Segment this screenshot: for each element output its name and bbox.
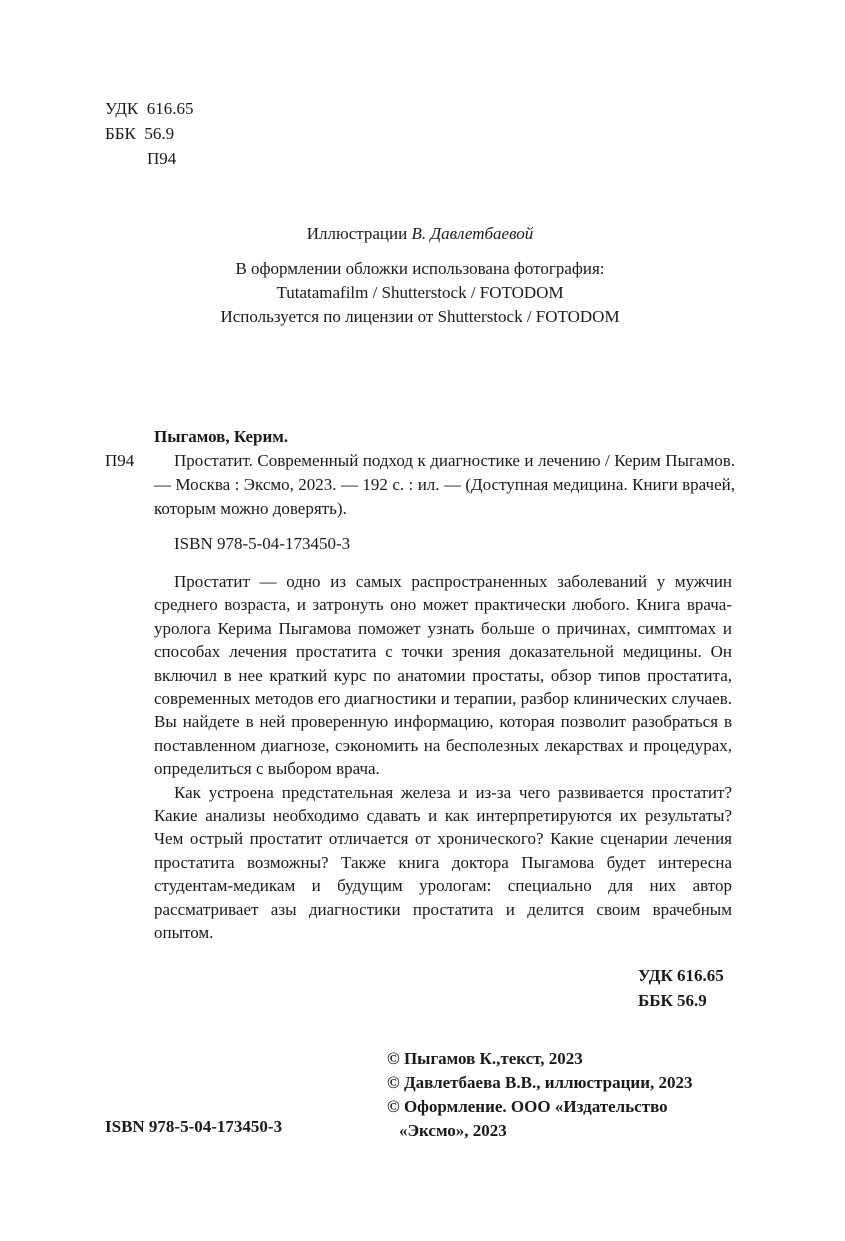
entry-code: П94 xyxy=(105,451,135,470)
cover-credit-line-2: Tutatamafilm / Shutterstock / FOTODOM xyxy=(276,283,564,302)
udk-code: УДК 616.65 xyxy=(105,99,194,118)
illustrations-prefix: Иллюстрации xyxy=(306,224,412,243)
illustrations-credit xyxy=(100,222,740,246)
copyright-block xyxy=(387,1047,693,1143)
illustrator-name: В. Давлетбаевой xyxy=(411,224,534,243)
copyright-text: © Пыгамов К.,текст, 2023 xyxy=(387,1049,583,1068)
copyright-design-cont: «Эксмо», 2023 xyxy=(399,1121,507,1140)
cover-credit-line-1: В оформлении обложки использована фотография: xyxy=(235,259,605,278)
author-heading: Пыгамов, Керим. xyxy=(154,427,289,446)
isbn-bottom: ISBN 978-5-04-173450-3 xyxy=(105,1117,283,1136)
annotation-paragraph-2: Как устроена предстательная железа и из-за чего развивается простатит? Какие анализы необходимо сдавать и как интерпретируются их результаты? Чем острый простатит отличается от хронического? Какие сценарии лечения простатита возможны? Также книга доктора Пыгамова будет интересна студентам-медикам и будущим урологам: специально для них автор рассматривает азы диагностики простатита и делится своим врачебным опытом. xyxy=(154,782,732,943)
classification-codes-top xyxy=(105,96,194,171)
udk-code-bottom: УДК 616.65 xyxy=(638,966,724,985)
annotation xyxy=(154,570,732,945)
bbk-code: ББК 56.9 xyxy=(105,124,175,143)
bibliographic-entry xyxy=(105,449,735,521)
bbk-code-bottom: ББК 56.9 xyxy=(638,991,707,1010)
bibliographic-description: Простатит. Современный подход к диагностике и лечению / Керим Пыгамов. — Москва : Эксмо, 2023. — 192 с. : ил. — (Доступная медицина. Книги врачей, которым можно доверять). xyxy=(154,451,735,518)
bibliographic-record xyxy=(105,425,735,556)
classification-codes-bottom xyxy=(638,963,724,1013)
cover-photo-credit xyxy=(100,257,740,329)
annotation-paragraph-1: Простатит — одно из самых распространенных заболеваний у мужчин среднего возраста, и затронуть оно может практически любого. Книга врача-уролога Керима Пыгамова поможет узнать больше о причинах, симптомах и способах лечения простатита с точки зрения доказательной медицины. Он включил в нее краткий курс по анатомии простаты, обзор типов простатита, современных методов его диагностики и терапии, разбор клинических случаев. Вы найдете в ней проверенную информацию, которая позволит разобраться в поставленном диагнозе, сэкономить на бесполезных лекарствах и процедурах, определиться с выбором врача. xyxy=(154,572,732,779)
record-isbn: ISBN 978-5-04-173450-3 xyxy=(174,534,351,553)
copyright-illustrations: © Давлетбаева В.В., иллюстрации, 2023 xyxy=(387,1073,693,1092)
copyright-design: © Оформление. ООО «Издательство xyxy=(387,1097,668,1116)
cover-credit-line-3: Используется по лицензии от Shutterstock / FOTODOM xyxy=(220,307,620,326)
author-mark: П94 xyxy=(147,149,177,168)
